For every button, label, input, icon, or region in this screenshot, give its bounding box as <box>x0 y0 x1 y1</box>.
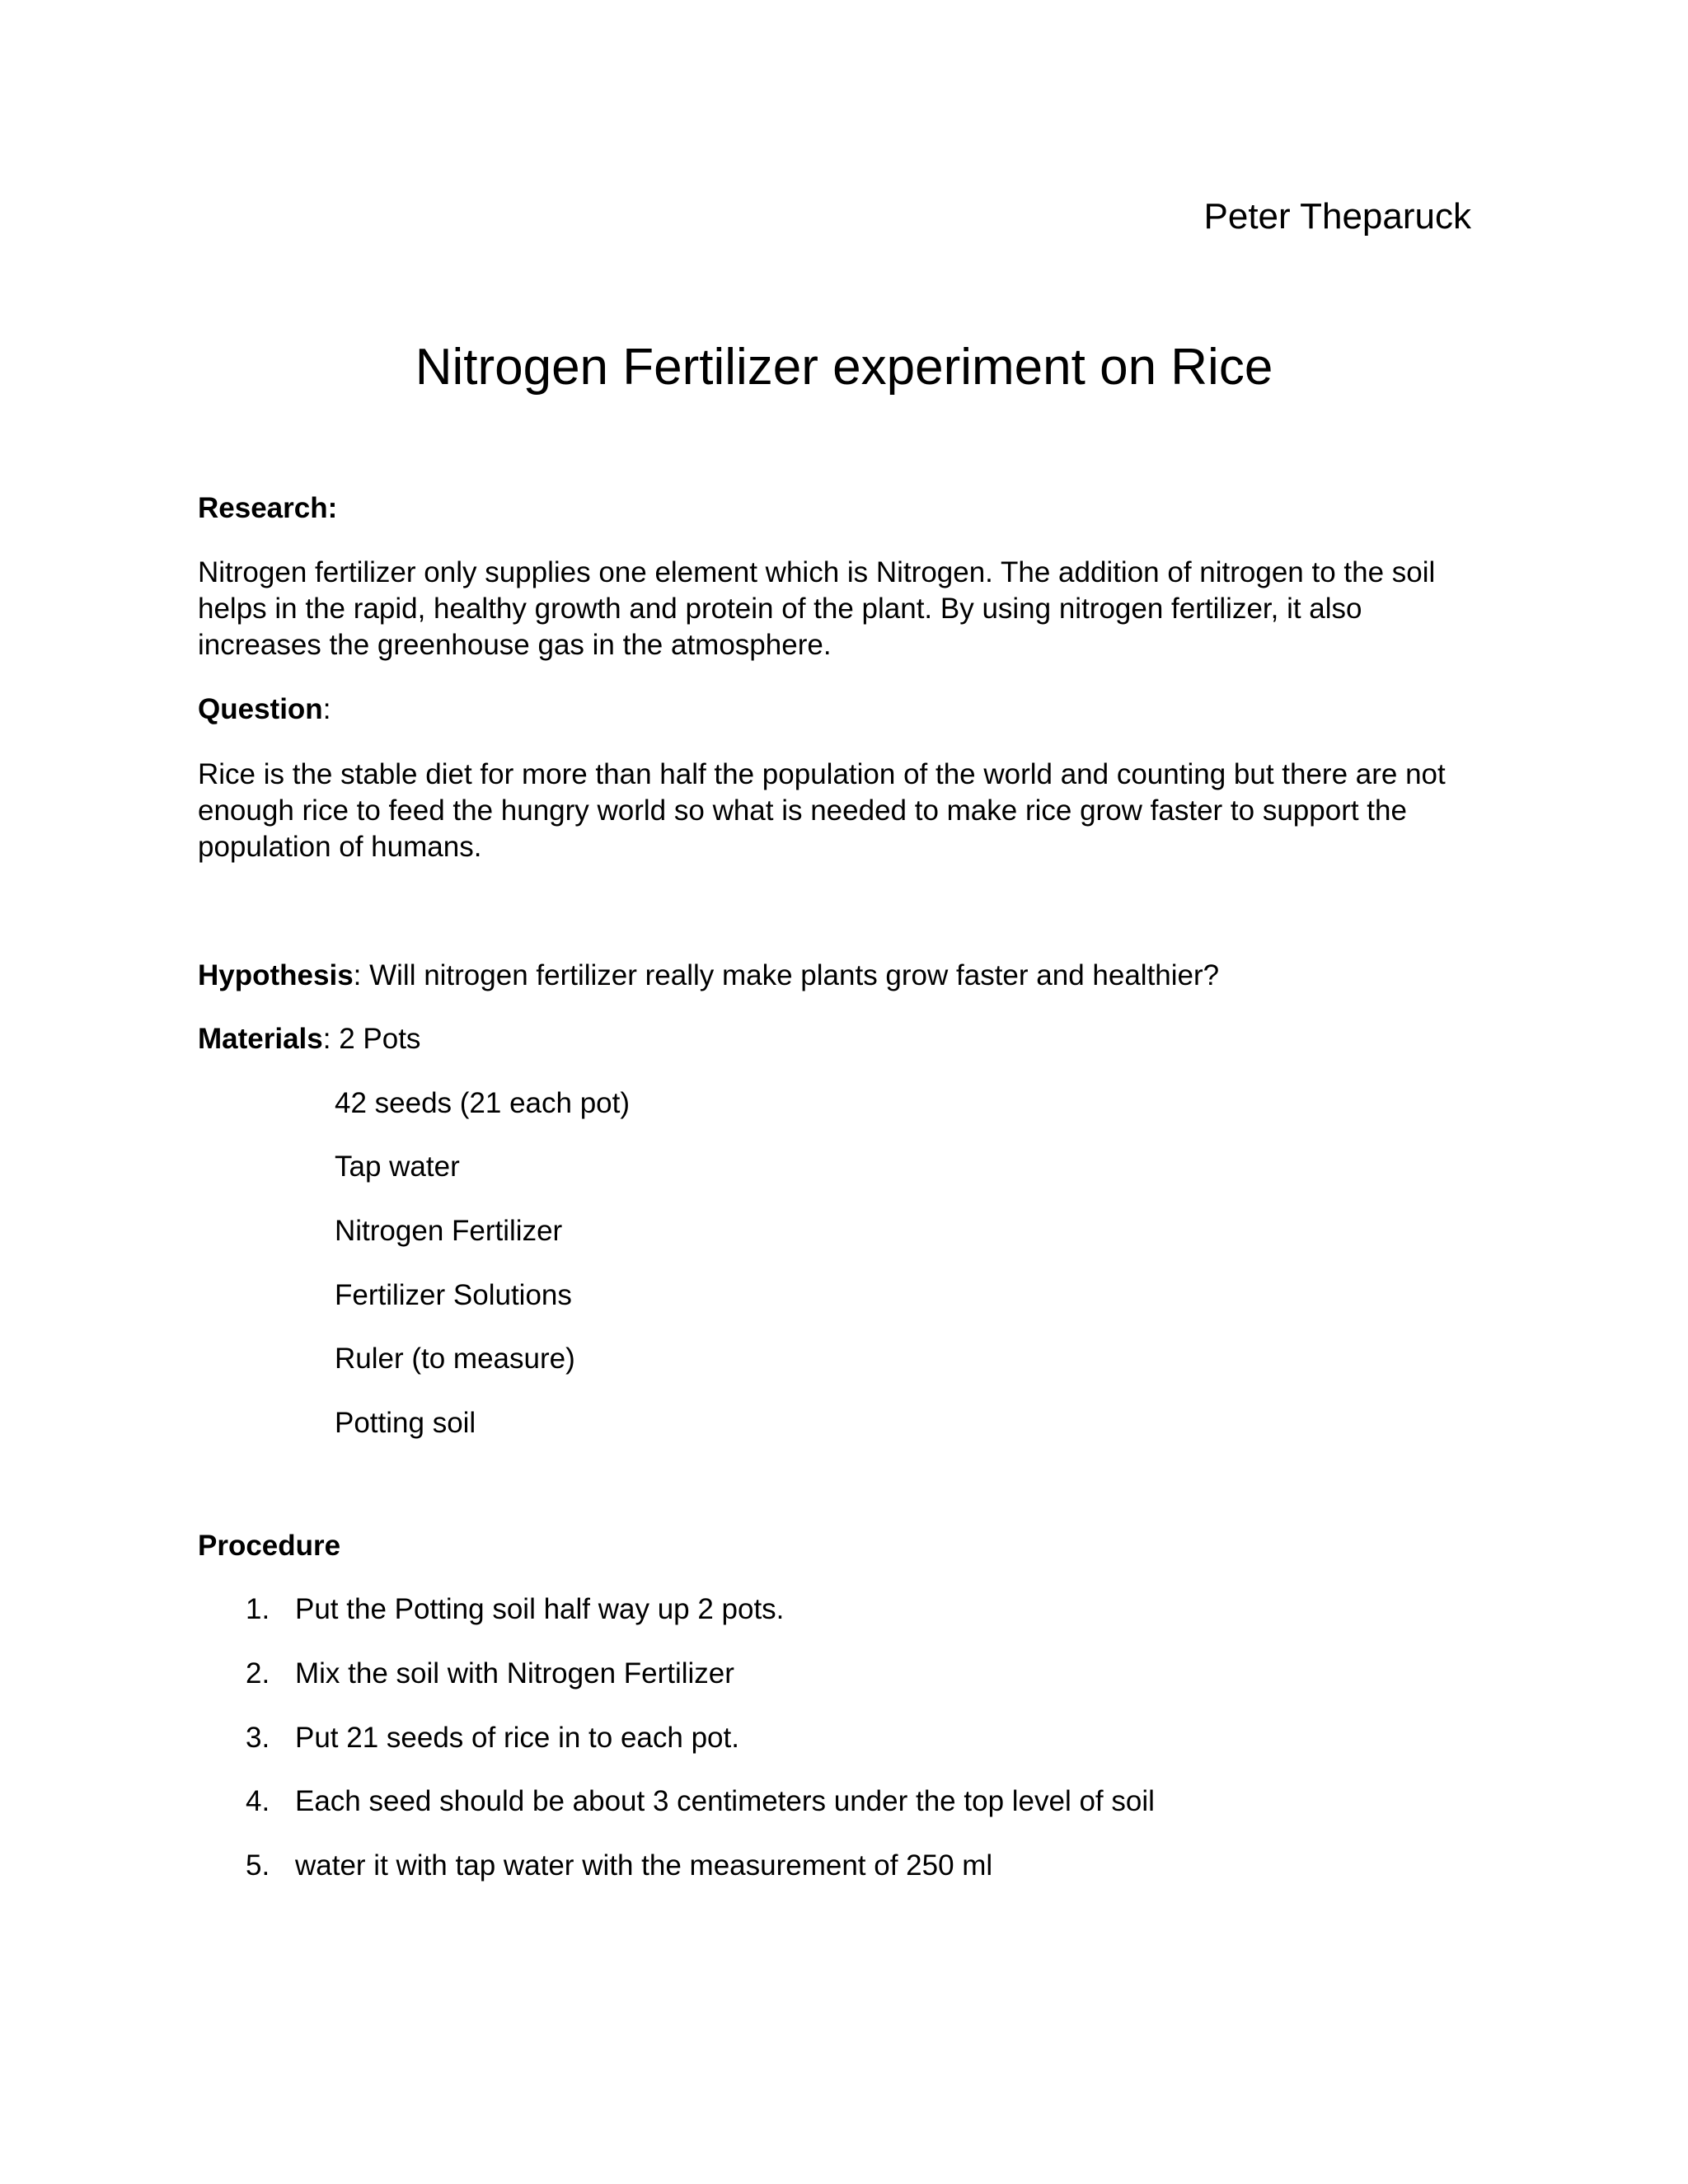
procedure-step-text: water it with tap water with the measurement of 250 ml <box>295 1849 993 1882</box>
procedure-step-number: 1. <box>246 1593 270 1625</box>
question-heading: Question <box>198 693 323 725</box>
hypothesis-heading: Hypothesis <box>198 959 354 991</box>
procedure-step-text: Put 21 seeds of rice in to each pot. <box>295 1722 739 1754</box>
procedure-step-number: 4. <box>246 1785 270 1817</box>
materials-first-item: : 2 Pots <box>322 1023 421 1055</box>
procedure-step-number: 5. <box>246 1849 270 1882</box>
materials-item: Potting soil <box>335 1407 476 1439</box>
materials-item: Nitrogen Fertilizer <box>335 1215 563 1247</box>
hypothesis-line <box>198 959 1219 992</box>
procedure-step-number: 2. <box>246 1657 270 1690</box>
materials-heading: Materials <box>198 1023 323 1055</box>
author-name: Peter Theparuck <box>1203 196 1471 237</box>
question-colon: : <box>322 693 331 725</box>
document-title: Nitrogen Fertilizer experiment on Rice <box>415 339 1273 396</box>
materials-item: Tap water <box>335 1151 460 1183</box>
procedure-step-text: Each seed should be about 3 centimeters under the top level of soil <box>295 1785 1155 1817</box>
materials-item: 42 seeds (21 each pot) <box>335 1087 631 1119</box>
materials-item: Ruler (to measure) <box>335 1343 575 1375</box>
procedure-step-number: 3. <box>246 1722 270 1754</box>
question-heading-line <box>198 693 331 726</box>
hypothesis-text: : Will nitrogen fertilizer really make plants grow faster and healthier? <box>353 959 1220 991</box>
question-paragraph: Rice is the stable diet for more than half the population of the world and counting but there are not enough rice to feed the hungry world so what is needed to make rice grow faster to support the population of humans. <box>198 758 1446 863</box>
materials-line <box>198 1023 420 1056</box>
procedure-step-text: Mix the soil with Nitrogen Fertilizer <box>295 1657 734 1690</box>
materials-item: Fertilizer Solutions <box>335 1279 572 1311</box>
procedure-step-text: Put the Potting soil half way up 2 pots. <box>295 1593 785 1625</box>
research-paragraph: Nitrogen fertilizer only supplies one element which is Nitrogen. The addition of nitrogen to the soil helps in the rapid, healthy growth and protein of the plant. By using nitrogen fertilizer, it also increases the greenhouse gas in the atmosphere. <box>198 556 1436 661</box>
procedure-heading: Procedure <box>198 1530 341 1562</box>
research-heading: Research: <box>198 492 338 524</box>
